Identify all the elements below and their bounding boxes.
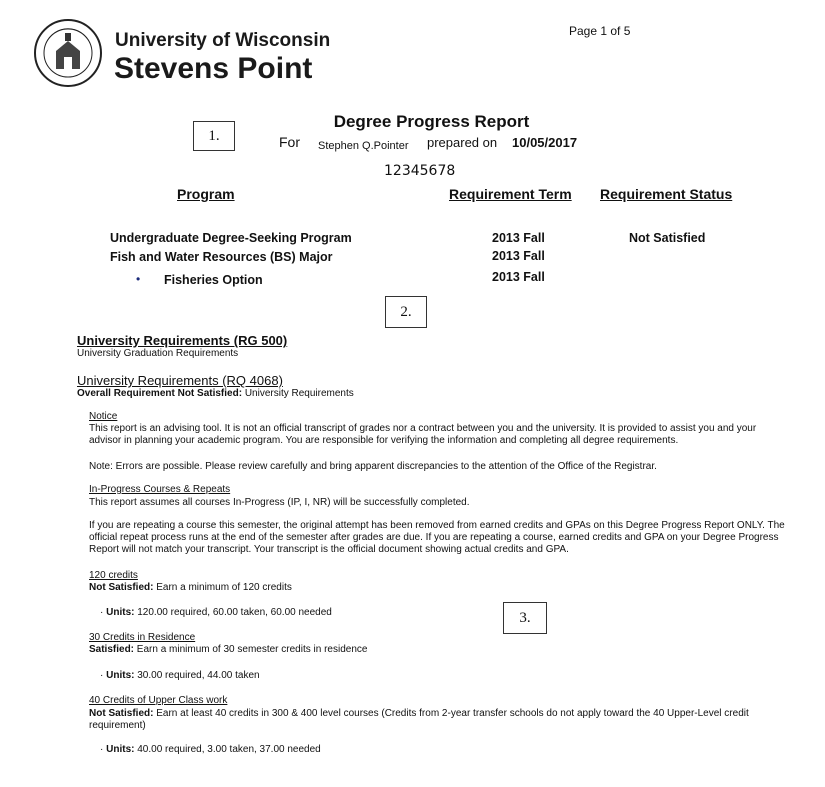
inprogress-text: This report assumes all courses In-Progress (IP, I, NR) will be successfully completed. <box>89 497 470 508</box>
requirement-status-text: Earn a minimum of 30 semester credits in residence <box>136 644 368 655</box>
prepared-label: prepared on <box>427 135 498 150</box>
rg-subtitle: University Graduation Requirements <box>77 348 239 359</box>
program-name: Undergraduate Degree-Seeking Program <box>110 231 352 245</box>
for-label: For <box>279 134 300 150</box>
page-number: Page 1 of 5 <box>569 24 631 38</box>
requirement-title: 30 Credits in Residence <box>89 632 196 643</box>
university-name-line1: University of Wisconsin <box>115 30 331 51</box>
requirement-units <box>100 744 800 756</box>
requirement-title: 40 Credits of Upper Class work <box>89 695 228 706</box>
requirement-units <box>100 607 800 619</box>
program-term: 2013 Fall <box>492 270 545 284</box>
requirement-units <box>100 670 800 682</box>
requirement-status <box>89 644 789 656</box>
term-column-header: Requirement Term <box>449 186 572 202</box>
status-column-header: Requirement Status <box>600 186 733 202</box>
rq-status-text: University Requirements <box>244 388 354 399</box>
callout-1: 1. <box>193 121 235 151</box>
rq-status <box>77 388 354 399</box>
callout-3: 3. <box>503 602 547 634</box>
units-text: 30.00 required, 44.00 taken <box>137 670 260 681</box>
notice-text: This report is an advising tool. It is not an official transcript of grades nor a contract between you and the university. It is provided to assist you and your advisor in planning your academic program. You are responsible for verifying the information and completing all degree requirements. <box>89 423 757 446</box>
note-text: Note: Errors are possible. Please review carefully and bring apparent discrepancies to the attention of the Office of the Registrar. <box>89 461 657 472</box>
program-term: 2013 Fall <box>492 249 545 263</box>
program-name: Fish and Water Resources (BS) Major <box>110 250 333 264</box>
notice-title: Notice <box>89 411 118 422</box>
student-id: 12345678 <box>384 163 456 179</box>
rq-status-label: Overall Requirement Not Satisfied: <box>77 388 243 399</box>
requirement-status-label: Not Satisfied: <box>89 582 154 593</box>
repeat-text: If you are repeating a course this semester, the original attempt has been removed from earned credits and GPAs on this Degree Progress Report ONLY. The official repeat process runs at the end of the semester after grades are due. If you are repeating a course, earned credits and GPA on your Degree Progress Report will not match your transcript. Your transcript is the official document showing actual credits and GPA. <box>89 520 785 555</box>
university-name-line2: Stevens Point <box>114 52 313 85</box>
student-name: Stephen Q.Pointer <box>318 140 409 152</box>
units-label: Units: <box>106 607 135 618</box>
program-column-header: Program <box>177 186 235 202</box>
rg-title: University Requirements (RG 500) <box>77 333 288 348</box>
units-label: Units: <box>106 744 135 755</box>
university-seal-logo <box>34 17 102 89</box>
prepared-date: 10/05/2017 <box>512 135 578 150</box>
requirement-title: 120 credits <box>89 570 138 581</box>
program-term: 2013 Fall <box>492 231 545 245</box>
requirement-status-label: Not Satisfied: <box>89 708 154 719</box>
units-text: 40.00 required, 3.00 taken, 37.00 needed <box>137 744 321 755</box>
callout-2: 2. <box>385 296 427 328</box>
requirement-status <box>89 582 789 594</box>
report-title: Degree Progress Report <box>333 112 530 131</box>
bullet-icon: • <box>136 272 141 286</box>
units-bullet: · <box>100 744 104 755</box>
requirement-status-text: Earn a minimum of 120 credits <box>156 582 292 593</box>
requirement-status <box>89 708 789 732</box>
units-label: Units: <box>106 670 135 681</box>
units-bullet: · <box>100 670 104 681</box>
requirement-status-text: Earn at least 40 credits in 300 & 400 level courses (Credits from 2-year transfer schools do not apply toward the 40 Upper-Level credit requirement) <box>89 708 749 731</box>
units-bullet: · <box>100 607 104 618</box>
requirement-status-label: Satisfied: <box>89 644 135 655</box>
rq-title: University Requirements (RQ 4068) <box>77 373 283 388</box>
program-status: Not Satisfied <box>629 231 706 245</box>
program-name: Fisheries Option <box>164 273 263 287</box>
inprogress-title: In-Progress Courses & Repeats <box>89 484 231 495</box>
units-text: 120.00 required, 60.00 taken, 60.00 needed <box>137 607 332 618</box>
